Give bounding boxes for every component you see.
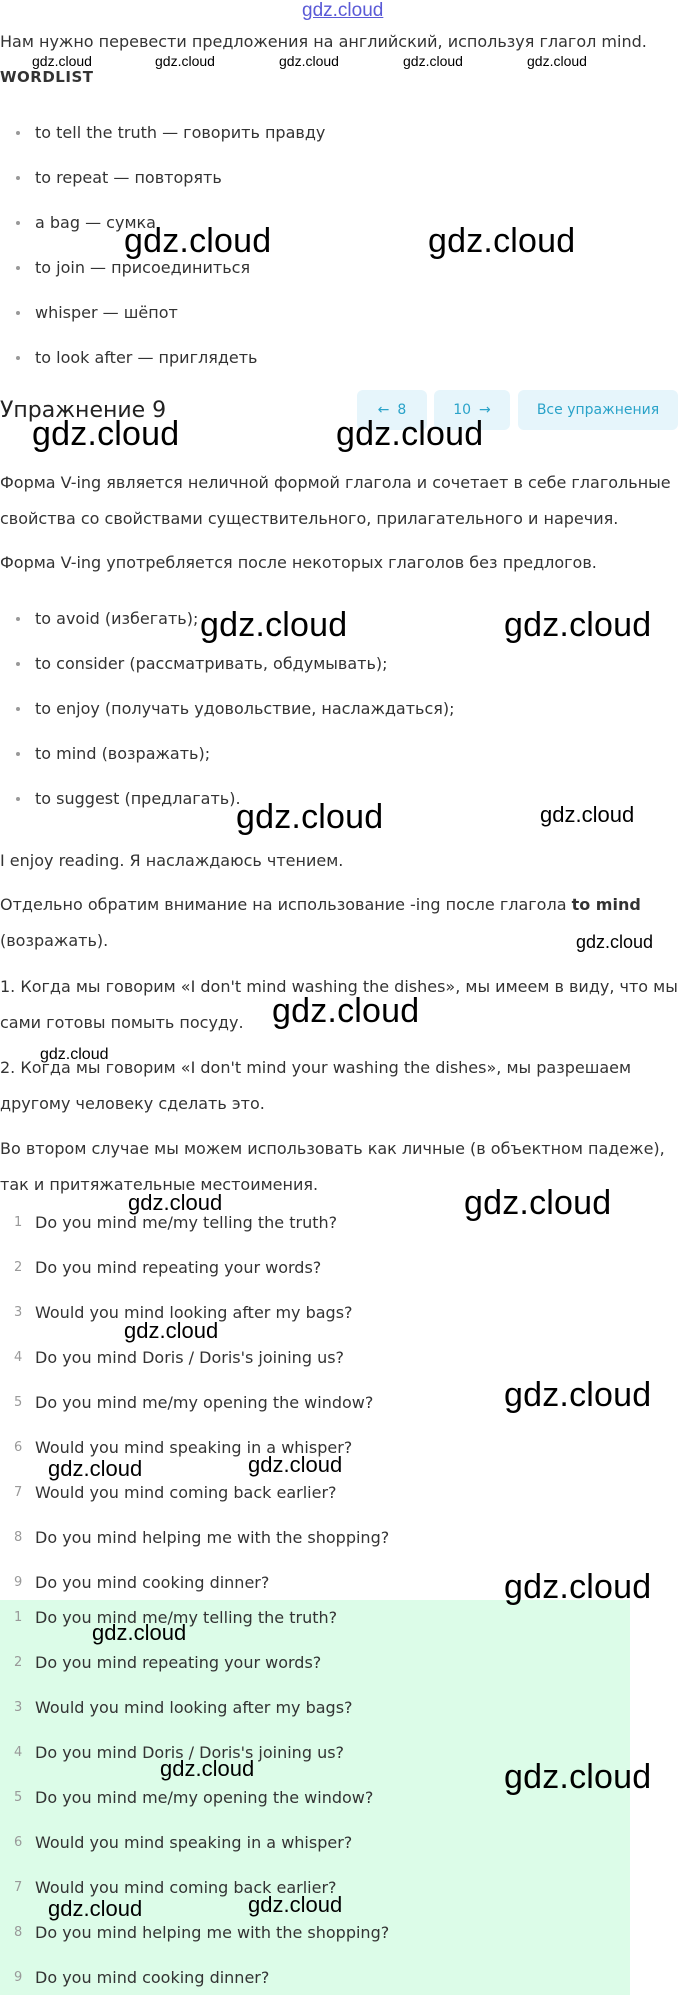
watermark: gdz.cloud xyxy=(504,1758,652,1796)
list-item: 9 Do you mind cooking dinner? xyxy=(14,1573,270,1592)
list-item: to tell the truth — говорить правду xyxy=(0,110,325,155)
list-item: to suggest (предлагать). xyxy=(0,776,455,821)
answer-list xyxy=(0,1595,389,2000)
arrow-right-icon: → xyxy=(479,402,491,418)
watermark: gdz.cloud xyxy=(200,606,348,644)
list-item: 3 Would you mind looking after my bags? xyxy=(14,1303,353,1322)
next-exercise-button[interactable]: 10 → xyxy=(434,390,510,430)
watermark: gdz.cloud xyxy=(32,53,92,69)
theory-p3-line1: Отдельно обратим внимание на использование -ing после глагола to mind xyxy=(0,895,641,914)
watermark: gdz.cloud xyxy=(128,1190,223,1215)
watermark: gdz.cloud xyxy=(92,1620,187,1645)
example-text: I enjoy reading. Я наслаждаюсь чтением. xyxy=(0,851,344,870)
watermark: gdz.cloud xyxy=(336,415,484,453)
list-item: to consider (рассматривать, обдумывать); xyxy=(0,641,455,686)
watermark: gdz.cloud xyxy=(248,1892,343,1917)
list-item: to repeat — повторять xyxy=(0,155,325,200)
theory-p3-line2: (возражать). xyxy=(0,931,109,950)
list-item: whisper — шёпот xyxy=(0,290,325,335)
question-list xyxy=(0,1200,389,1605)
watermark: gdz.cloud xyxy=(428,222,576,260)
list-item: 7 Would you mind coming back earlier? xyxy=(14,1878,337,1897)
watermark: gdz.cloud xyxy=(540,802,635,827)
watermark-top: gdz.cloud xyxy=(302,0,384,21)
list-item: 8 Do you mind helping me with the shopping? xyxy=(14,1923,390,1942)
list-item: 4 Do you mind Doris / Doris's joining us? xyxy=(14,1743,345,1762)
list-item: 5 Do you mind me/my opening the window? xyxy=(14,1788,374,1807)
watermark: gdz.cloud xyxy=(48,1456,143,1481)
watermark: gdz.cloud xyxy=(32,415,180,453)
watermark: gdz.cloud xyxy=(403,53,463,69)
watermark: gdz.cloud xyxy=(124,1318,219,1343)
watermark: gdz.cloud xyxy=(504,1568,652,1606)
watermark: gdz.cloud xyxy=(155,53,215,69)
arrow-left-icon: ← xyxy=(377,402,390,418)
theory-p5-line1: 2. Когда мы говорим «I don't mind your washing the dishes», мы разрешаем xyxy=(0,1058,632,1077)
exercise-title: Упражнение 9 xyxy=(0,398,167,423)
theory-p1-line2: свойства со свойствами существительного, прилагательного и наречия. xyxy=(0,509,619,528)
list-item: 4 Do you mind Doris / Doris's joining us? xyxy=(14,1348,345,1367)
watermark: gdz.cloud xyxy=(504,1376,652,1414)
theory-p2: Форма V-ing употребляется после некоторых глаголов без предлогов. xyxy=(0,553,597,572)
list-item: to avoid (избегать); xyxy=(0,596,455,641)
watermark: gdz.cloud xyxy=(272,992,420,1030)
wordlist-heading: WORDLIST xyxy=(0,68,94,86)
list-item: to mind (возражать); xyxy=(0,731,455,776)
list-item: 6 Would you mind speaking in a whisper? xyxy=(14,1438,353,1457)
list-item: to enjoy (получать удовольствие, наслаждаться); xyxy=(0,686,455,731)
watermark: gdz.cloud xyxy=(504,606,652,644)
theory-p4-line1: 1. Когда мы говорим «I don't mind washing the dishes», мы имеем в виду, что мы xyxy=(0,977,678,996)
all-exercises-button[interactable]: Все упражнения xyxy=(518,390,678,430)
watermark: gdz.cloud xyxy=(576,932,654,952)
list-item: 2 Do you mind repeating your words? xyxy=(14,1653,322,1672)
theory-p6-line2: так и притяжательные местоимения. xyxy=(0,1175,319,1194)
watermark: gdz.cloud xyxy=(236,798,384,836)
theory-p1-line1: Форма V-ing является неличной формой глагола и сочетает в себе глагольные xyxy=(0,473,671,492)
list-item: 8 Do you mind helping me with the shopping? xyxy=(14,1528,390,1547)
list-item: 1 Do you mind me/my telling the truth? xyxy=(14,1608,338,1627)
watermark: gdz.cloud xyxy=(464,1184,612,1222)
list-item: 9 Do you mind cooking dinner? xyxy=(14,1968,270,1987)
watermark: gdz.cloud xyxy=(248,1452,343,1477)
task-text: Нам нужно перевести предложения на английский, используя глагол mind. xyxy=(0,32,647,51)
to-mind-bold: to mind xyxy=(571,895,641,914)
list-item: 2 Do you mind repeating your words? xyxy=(14,1258,322,1277)
theory-p4-line2: сами готовы помыть посуду. xyxy=(0,1013,244,1032)
list-item: 5 Do you mind me/my opening the window? xyxy=(14,1393,374,1412)
prev-exercise-button[interactable]: ← 8 xyxy=(357,390,427,430)
watermark: gdz.cloud xyxy=(48,1896,143,1921)
list-item: 7 Would you mind coming back earlier? xyxy=(14,1483,337,1502)
watermark: gdz.cloud xyxy=(279,53,339,69)
watermark: gdz.cloud xyxy=(527,53,587,69)
list-item: a bag — сумка xyxy=(0,200,325,245)
theory-p6-line1: Во втором случае мы можем использовать как личные (в объектном падеже), xyxy=(0,1139,665,1158)
list-item: 3 Would you mind looking after my bags? xyxy=(14,1698,353,1717)
list-item: to join — присоединиться xyxy=(0,245,325,290)
list-item: 6 Would you mind speaking in a whisper? xyxy=(14,1833,353,1852)
theory-p5-line2: другому человеку сделать это. xyxy=(0,1094,265,1113)
watermark: gdz.cloud xyxy=(40,1046,109,1063)
watermark: gdz.cloud xyxy=(124,222,272,260)
watermark: gdz.cloud xyxy=(160,1756,255,1781)
list-item: to look after — приглядеть xyxy=(0,335,325,380)
list-item: 1 Do you mind me/my telling the truth? xyxy=(14,1213,338,1232)
